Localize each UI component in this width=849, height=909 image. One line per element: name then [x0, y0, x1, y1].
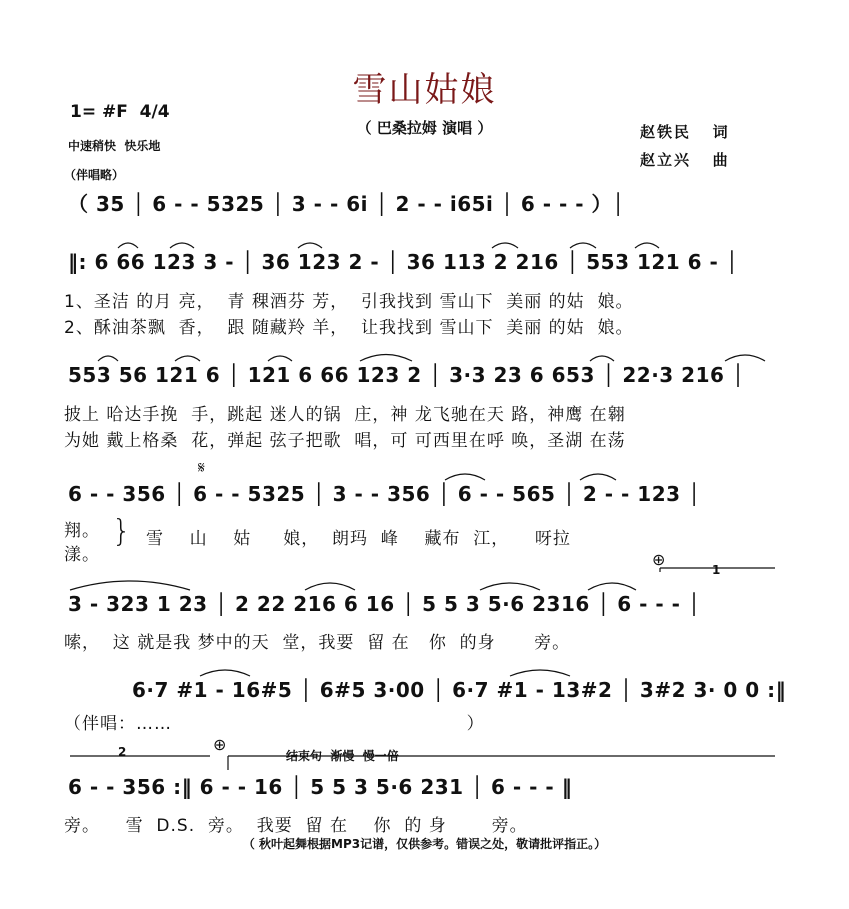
page-title: 雪山姑娘 — [352, 70, 497, 110]
staff-1-notes: （ 35 │ 6 - - 5325 │ 3 - - 6i │ 2 - - i65i │ 6 - - - ）│ — [68, 192, 625, 216]
slur-arc — [570, 243, 596, 248]
slur-arc — [588, 583, 636, 590]
slur-arc — [590, 356, 614, 361]
performer-subtitle: （ 巴桑拉姆 演唱 ） — [356, 119, 493, 137]
staff-3-lyrics-verse-1: 披上 哈达手挽 手，跳起 迷人的锅 庄，神 龙飞驰在天 路，神鹰 在翱 — [64, 405, 626, 425]
slur-arc — [725, 355, 765, 361]
slur-arc — [580, 474, 616, 480]
staff-2-lyrics-verse-2: 2、酥油茶飘 香， 跟 随藏羚 羊， 让我找到 雪山下 美丽 的姑 娘。 — [64, 318, 634, 338]
slur-arc — [170, 243, 194, 248]
composer-credit: 赵立兴 曲 — [640, 151, 730, 169]
key-signature: 1= #F 4/4 — [70, 102, 170, 122]
staff-2-notes: ‖: 6 66 123 3 - │ 36 123 2 - │ 36 113 2 216 │ 553 121 6 - │ — [68, 250, 739, 274]
tempo-marking: 中速稍快 快乐地 — [68, 139, 161, 153]
staff-7-lyrics: 旁。 雪 D.S. 旁。 我要 留 在 你 的 身 旁。 — [64, 816, 528, 836]
staff-4-lyrics-verse-1: 翔。 — [64, 521, 100, 541]
lyricist-credit: 赵铁民 词 — [640, 123, 730, 141]
staff-6-notes: 6·7 #1 - 16#5 │ 6#5 3·00 │ 6·7 #1 - 13#2 │ 3#2 3· 0 0 :‖ — [132, 678, 787, 702]
verse-brace: } — [112, 514, 132, 549]
volta-1-label: 1 — [712, 563, 721, 577]
segno-sign: 𝄋 — [198, 458, 205, 477]
ending-direction: 结束句 渐慢 慢一倍 — [286, 749, 399, 763]
footer-note: （ 秋叶起舞根据MP3记谱，仅供参考。错误之处，敬请批评指正。） — [242, 837, 607, 851]
coda-sign-2: ⊕ — [213, 735, 227, 754]
slur-arc — [480, 583, 540, 590]
slur-arc — [200, 670, 250, 676]
slur-arc — [510, 670, 570, 676]
volta-2-label: 2 — [118, 745, 127, 759]
slur-arc — [360, 355, 412, 362]
staff-6-lyrics: （伴唱：…… ） — [64, 714, 485, 734]
accompaniment-note: （伴唱略） — [64, 168, 125, 182]
slur-arc — [118, 243, 138, 248]
slur-arc — [305, 583, 355, 590]
coda-sign-1: ⊕ — [652, 550, 666, 569]
staff-3-lyrics-verse-2: 为她 戴上格桑 花，弹起 弦子把歌 唱，可 可西里在呼 唤，圣湖 在荡 — [64, 431, 626, 451]
slur-arc — [175, 356, 200, 361]
staff-3-notes: 553 56 121 6 │ 121 6 66 123 2 │ 3·3 23 6 653 │ 22·3 216 │ — [68, 363, 745, 387]
slur-arc — [635, 243, 659, 248]
staff-5-lyrics: 嗦， 这 就是我 梦中的天 堂，我要 留 在 你 的身 旁。 — [64, 633, 571, 653]
staff-5-notes: 3 - 323 1 23 │ 2 22 216 6 16 │ 5 5 3 5·6 2316 │ 6 - - - │ — [68, 592, 701, 616]
staff-2-lyrics-verse-1: 1、圣洁 的月 亮， 青 稞酒芬 芳， 引我找到 雪山下 美丽 的姑 娘。 — [64, 292, 634, 312]
slur-arc — [492, 243, 518, 248]
staff-4-lyrics-chorus: 雪 山 姑 娘， 朗玛 峰 藏布 江， 呀拉 — [146, 529, 571, 549]
slur-arc — [98, 356, 118, 361]
slur-arc — [298, 243, 322, 248]
staff-4-notes: 6 - - 356 │ 6 - - 5325 │ 3 - - 356 │ 6 - - 565 │ 2 - - 123 │ — [68, 482, 701, 506]
staff-4-lyrics-verse-2: 漾。 — [64, 545, 100, 565]
slur-arc — [445, 474, 485, 480]
slur-arc — [268, 356, 292, 361]
slur-arc — [70, 581, 190, 590]
staff-7-notes: 6 - - 356 :‖ 6 - - 16 │ 5 5 3 5·6 231 │ 6 - - - ‖ — [68, 775, 573, 799]
